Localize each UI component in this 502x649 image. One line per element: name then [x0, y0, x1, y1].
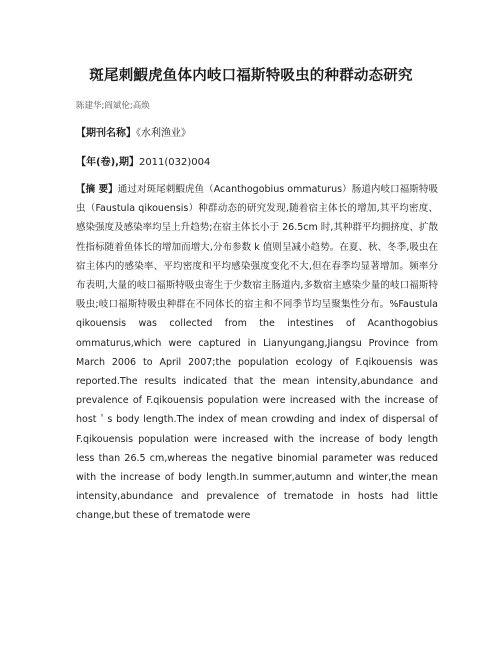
year-label: 【年(卷),期】	[76, 157, 139, 168]
journal-value: 《水利渔业》	[136, 128, 191, 139]
year-value: 2011(032)004	[138, 157, 211, 168]
author-list: 陈建华;阎斌伦;高焕	[76, 101, 150, 111]
abstract-label: 【摘 要】	[76, 184, 118, 195]
year-volume-issue	[76, 153, 210, 168]
journal-info	[76, 124, 191, 139]
journal-label: 【期刊名称】	[76, 128, 136, 139]
page-title: 斑尾刺鰕虎鱼体内岐口福斯特吸虫的种群动态研究	[89, 68, 413, 84]
abstract	[76, 180, 438, 526]
abstract-text: 通过对斑尾刺鰕虎鱼（Acanthogobius ommaturus）肠道内岐口福斯特吸虫（Faustula qikouensis）种群动态的研究发现,随着宿主体长的增加,其平均密度、感染强度及感染率均呈上升趋势;在宿主体长小于 26.5cm 时,其种群平均拥挤度、扩散性指标随着鱼体长的增加而增大,分布参数 k 值则呈减小趋势。在夏、秋、冬季,吸虫在宿主体内的感染率、平均密度和平均感染强度变化不大,但在春季均显著增加。频率分布表明,大量的岐口福斯特吸虫寄生于少数宿主肠道内,多数宿主感染少量的岐口福斯特吸虫;岐口福斯特吸虫种群在不同体长的宿主和不同季节均呈聚集性分布。%Faustula qikouensis was collected from the intestines of Acanthogobius ommaturus,which were captured in Lianyungang,Jiangsu Province from March 2006 to April 2007;the population ecology of F.qikouensis was reported.The results indicated that the mean intensity,abundance and prevalence of F.qikouensis population were increased with the increase of host＇s body length.The index of mean crowding and index of dispersal of F.qikouensis population were increased with the increase of body length less than 26.5 cm,whereas the negative binomial parameter was reduced with the increase of body length.In summer,autumn and winter,the mean intensity,abundance and prevalence of trematode in hosts had little change,but these of trematode were	[76, 184, 438, 522]
